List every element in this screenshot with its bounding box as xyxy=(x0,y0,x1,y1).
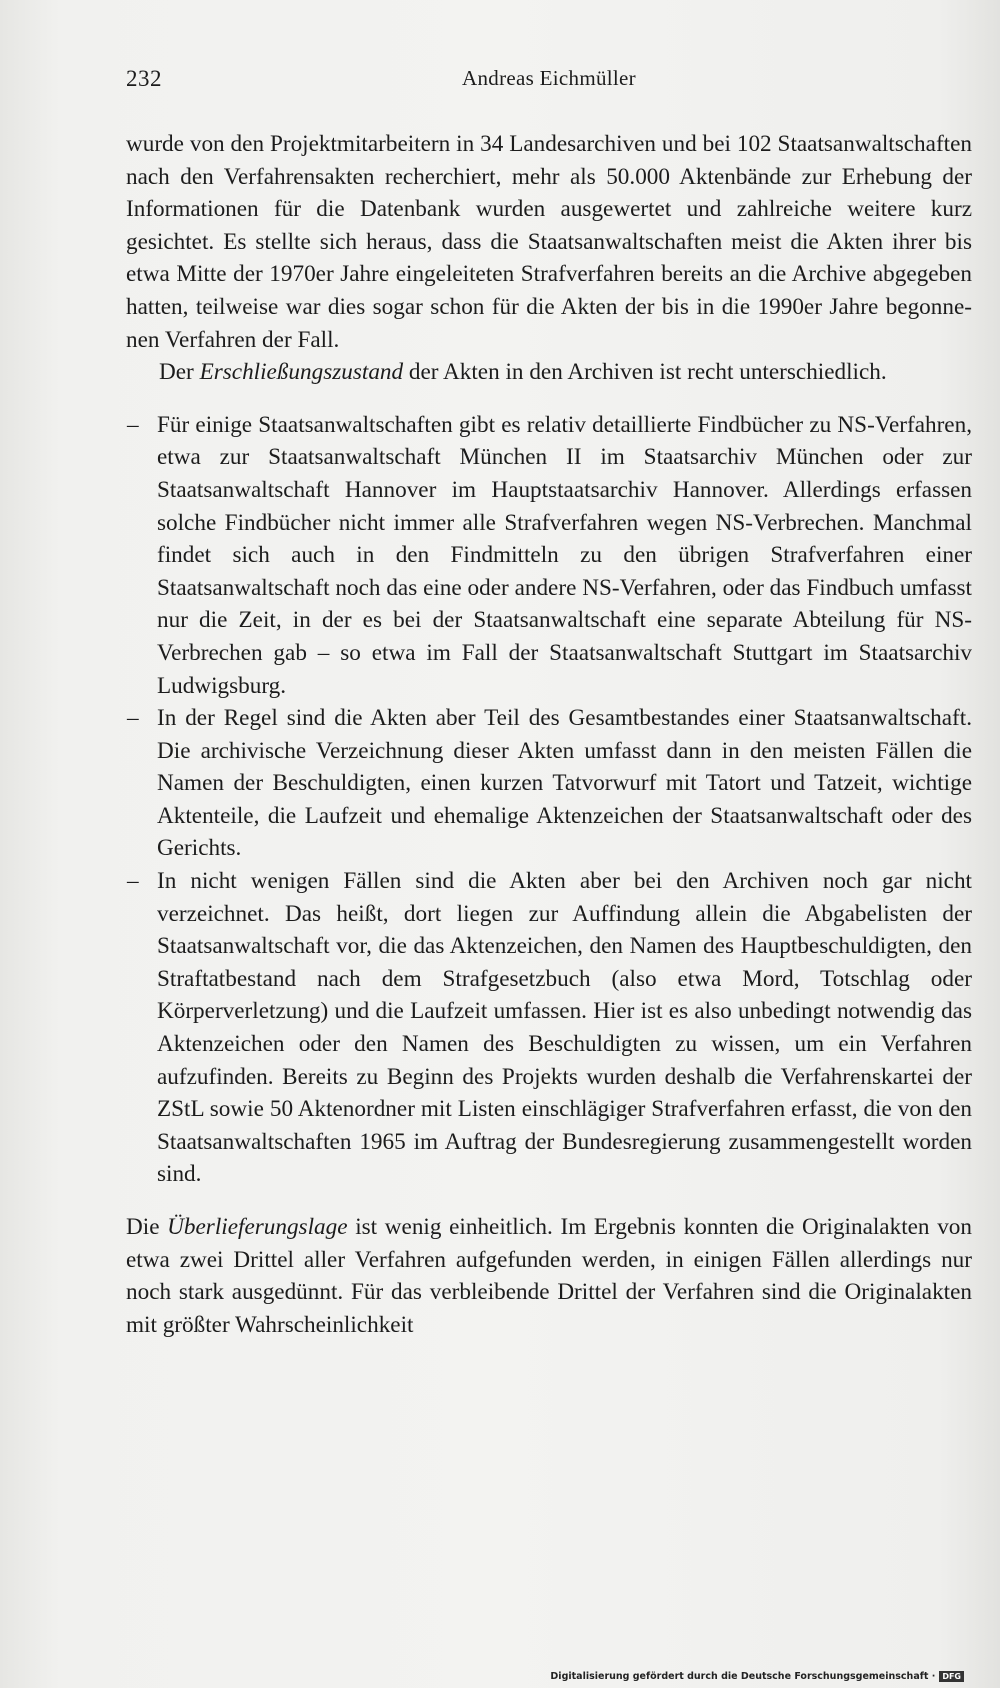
list-item-text: Für einige Staatsanwaltschaften gibt es relativ detaillierte Findbücher zu NS-Verfahren, etwa zur Staatsanwaltschaft München II im Staatsarchiv München oder zur Staatsanwaltschaft Hannover im Hauptstaatsarchiv Hannover. Allerdings erfassen solche Findbücher nicht immer alle Strafverfahren wegen NS-Verbrechen. Manchmal findet sich auch in den Findmitteln zu den übrigen Strafverfahren einer Staatsanwaltschaft noch das eine oder andere NS-Verfahren, oder das Findbuch umfasst nur die Zeit, in der es bei der Staatsanwaltschaft eine separate Abteilung für NS-Verbrechen gab – so etwa im Fall der Staatsanwaltschaft Stuttgart im Staatsarchiv Ludwigsburg. xyxy=(157,411,972,699)
dash-bullet: – xyxy=(127,411,139,438)
body-text xyxy=(126,128,972,1341)
list-item-text: In der Regel sind die Akten aber Teil des Gesamtbestandes einer Staatsanwaltschaft. Die archivische Verzeichnung dieser Akten umfasst dann in den meisten Fällen die Namen der Beschuldigten, einen kurzen Tatvorwurf mit Tatort und Tatzeit, wichtige Aktenteile, die Laufzeit und ehemalige Aktenzeichen der Staatsanwaltschaft oder des Gerichts. xyxy=(157,705,972,862)
paragraph-2-lead: Der xyxy=(159,359,200,386)
dfg-logo: DFG xyxy=(939,1671,964,1682)
list-item-text: In nicht wenigen Fällen sind die Akten aber bei den Archiven noch gar nicht verzeichnet. Das heißt, dort liegen zur Auffindung allein die Abgabelisten der Staatsanwaltschaft vor, die das Aktenzeichen, den Namen des Hauptbeschuldigten, den Straftatbestand nach dem Strafgesetzbuch (also etwa Mord, Totschlag oder Körperverletzung) und die Laufzeit umfassen. Hier ist es also unbedingt notwendig das Aktenzeichen oder den Namen des Beschuldigten zu wissen, um ein Verfahren aufzufinden. Bereits zu Beginn des Projekts wurden deshalb die Verfahrenskartei der ZStL sowie 50 Aktenordner mit Listen einschlägiger Strafverfahren erfasst, die von den Staatsanwaltschaften 1965 im Auftrag der Bundesregierung zusammengestellt worden sind. xyxy=(157,868,972,1188)
paragraph-3-rest: ist wenig einheitlich. Im Ergebnis konnten die Originalakten von etwa zwei Drittel aller Verfahren aufgefunden werden, in einigen Fällen allerdings nur noch stark ausgedünnt. Für das verbleibende Drittel der Verfahren sind die Originalakten mit größter Wahrscheinlichkeit xyxy=(126,1214,972,1338)
page-header xyxy=(126,66,972,96)
dash-bullet: – xyxy=(127,705,139,732)
paragraph-2 xyxy=(126,356,972,389)
dash-bullet: – xyxy=(127,868,139,895)
paragraph-1: wurde von den Projektmitarbeitern in 34 Landesarchiven und bei 102 Staatsanwaltschaften nach den Verfahrensakten recherchiert, mehr als 50.000 Aktenbände zur Erhebung der Informationen für die Datenbank wurden ausgewertet und zahlreiche weitere kurz gesichtet. Es stellte sich heraus, dass die Staatsanwaltschaften meist die Akten ihrer bis etwa Mitte der 1970er Jahre eingeleiteten Strafverfahren bereits an die Archive abgegeben hatten, teilweise war dies sogar schon für die Akten der bis in die 1990er Jahre begonnenen Verfahren der Fall. xyxy=(126,131,972,353)
paragraph-2-rest: der Akten in den Archiven ist recht unterschiedlich. xyxy=(403,359,887,386)
list-item xyxy=(126,865,972,1191)
digitization-credit xyxy=(550,1671,964,1682)
list-item xyxy=(126,702,972,865)
paragraph-3 xyxy=(126,1211,972,1341)
paragraph-3-lead: Die xyxy=(126,1214,168,1240)
paragraph-gap xyxy=(126,389,972,409)
page-number: 232 xyxy=(126,66,162,91)
running-head-author: Andreas Eichmüller xyxy=(462,66,636,90)
paragraph-3-emphasis: Überlieferungslage xyxy=(167,1214,348,1240)
list-item xyxy=(126,409,972,702)
paragraph-2-emphasis: Erschließungszustand xyxy=(199,359,404,386)
dash-list xyxy=(126,409,972,1191)
credit-text: Digitalisierung gefördert durch die Deutsche Forschungsgemeinschaft · xyxy=(550,1671,936,1682)
